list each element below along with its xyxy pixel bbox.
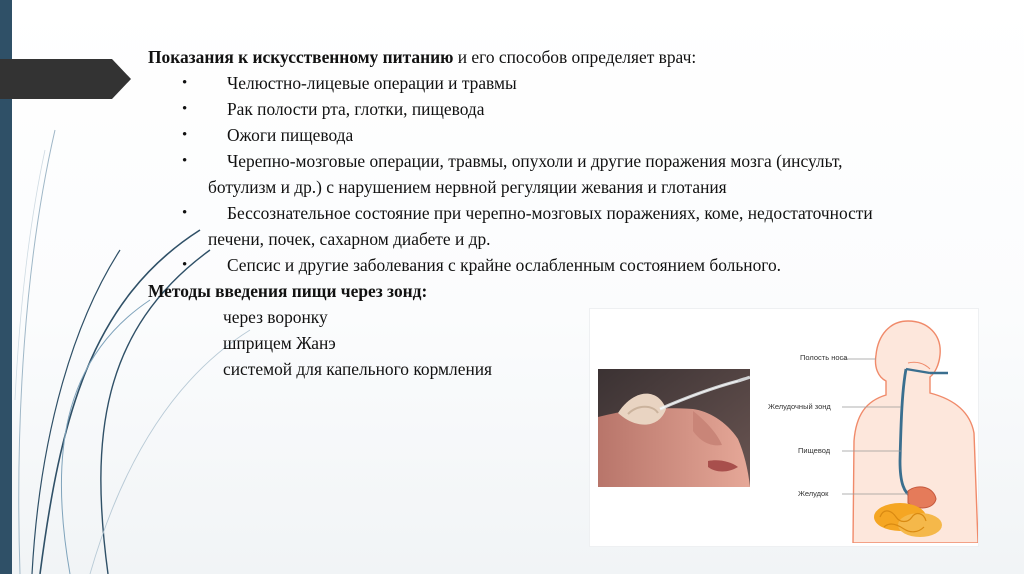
- intro-bold: Показания к искусственному питанию: [148, 47, 454, 67]
- label-stomach: Желудок: [798, 489, 829, 498]
- list-item-text: Бессознательное состояние при черепно-мозговых поражениях, коме, недостаточности печени, почек, сахарном диабете и др.: [208, 203, 873, 249]
- list-item-text: Ожоги пищевода: [227, 125, 354, 145]
- method-item: через воронку: [223, 307, 328, 327]
- label-nasal-cavity: Полость носа: [800, 353, 848, 362]
- list-item: [148, 96, 928, 122]
- intro-line: [148, 44, 928, 70]
- method-item: шприцем Жанэ: [223, 333, 336, 353]
- list-item: [148, 252, 928, 278]
- list-item-text: Рак полости рта, глотки, пищевода: [227, 99, 485, 119]
- anatomy-diagram: [758, 311, 978, 543]
- label-esophagus: Пищевод: [798, 446, 831, 455]
- bullet: •: [182, 127, 188, 143]
- label-gastric-tube: Желудочный зонд: [768, 402, 831, 411]
- bullet: •: [182, 205, 188, 221]
- list-item: [148, 200, 898, 252]
- bullet: •: [182, 101, 188, 117]
- methods-title: Методы введения пищи через зонд:: [148, 281, 428, 301]
- list-item: [148, 70, 928, 96]
- bullet: •: [182, 257, 188, 273]
- intro-rest: и его способов определяет врач:: [453, 47, 697, 67]
- title-arrow-marker: [0, 59, 131, 99]
- feeding-tube-illustration: [589, 308, 979, 547]
- list-item-text: Черепно-мозговые операции, травмы, опухоли и другие поражения мозга (инсульт, ботулизм и др.) с нарушением нервной регуляции жевания и глотания: [208, 151, 843, 197]
- method-item: системой для капельного кормления: [223, 359, 493, 379]
- list-item: [148, 122, 928, 148]
- bullet: •: [182, 153, 188, 169]
- list-item-text: Челюстно-лицевые операции и травмы: [227, 73, 517, 93]
- patient-photo: [598, 369, 750, 487]
- list-item-text: Сепсис и другие заболевания с крайне ослабленным состоянием больного.: [227, 255, 782, 275]
- bullet: •: [182, 75, 188, 91]
- indications-list: [148, 70, 928, 278]
- list-item: [148, 148, 898, 200]
